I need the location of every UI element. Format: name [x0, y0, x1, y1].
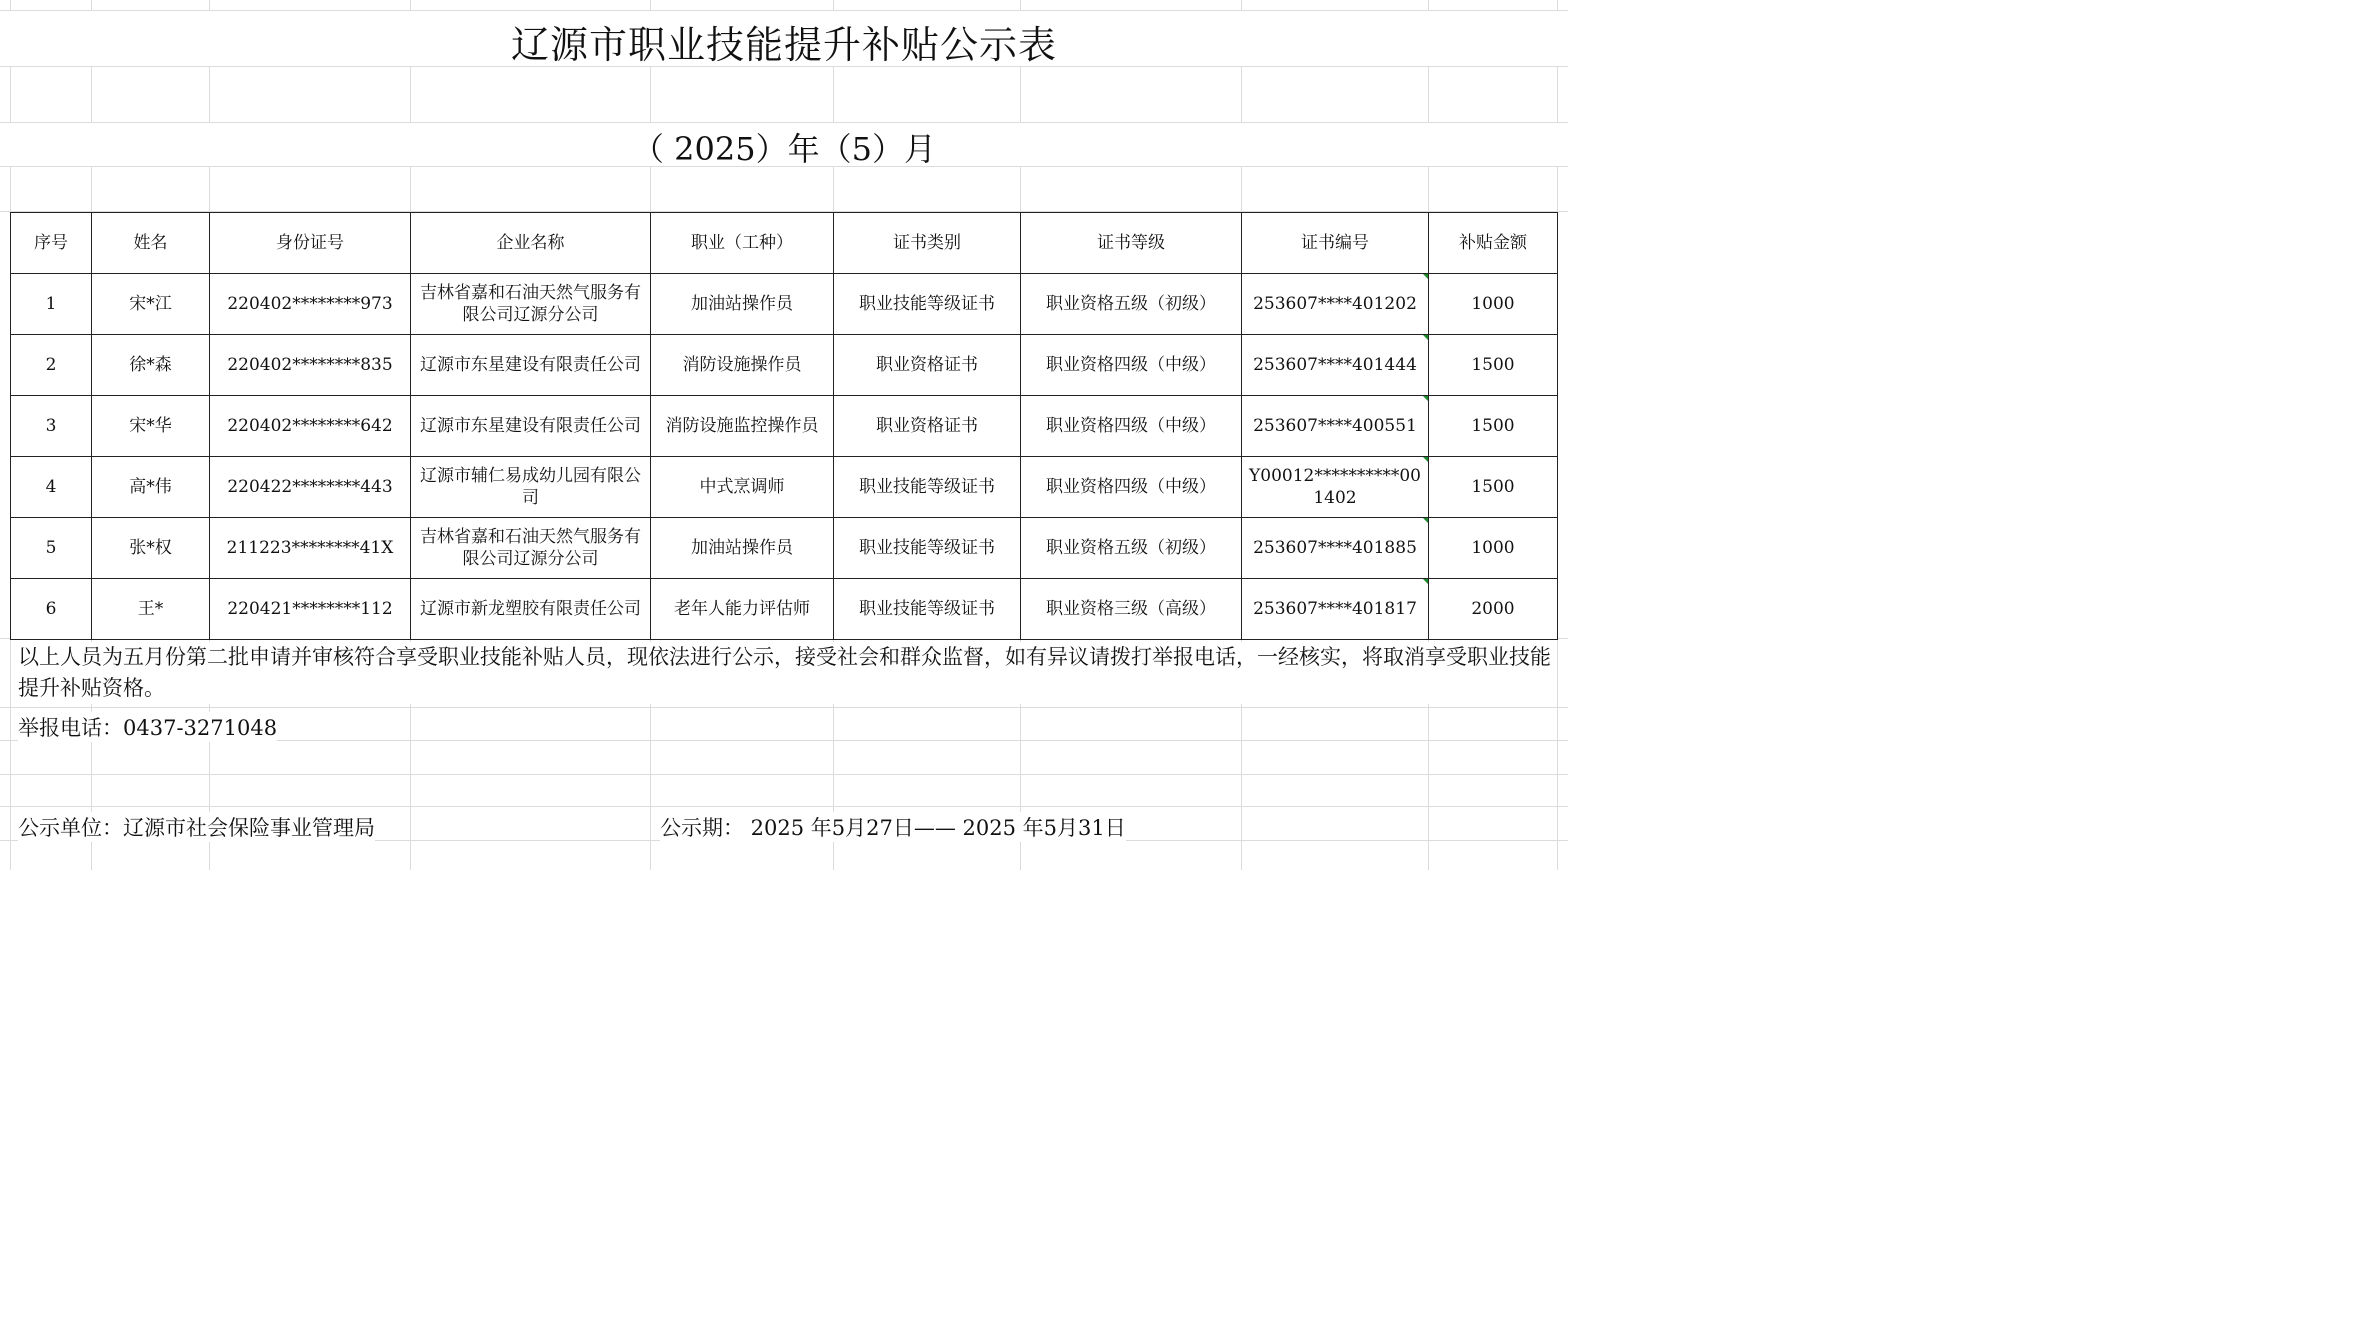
- cell-occupation[interactable]: 老年人能力评估师: [651, 579, 834, 640]
- cell-index[interactable]: 6: [11, 579, 92, 640]
- cell-company[interactable]: 辽源市东星建设有限责任公司: [411, 335, 651, 396]
- table-header-row: [11, 213, 1558, 274]
- cell-amount[interactable]: 1500: [1429, 457, 1558, 518]
- cell-name[interactable]: 张*权: [92, 518, 210, 579]
- cell-amount[interactable]: 1500: [1429, 335, 1558, 396]
- cell-amount[interactable]: 2000: [1429, 579, 1558, 640]
- publication-period: 公示期： 2025 年5月27日—— 2025 年5月31日: [660, 812, 1126, 842]
- gridline: [0, 774, 1568, 775]
- cell-cert-type[interactable]: 职业技能等级证书: [834, 457, 1021, 518]
- cell-company[interactable]: 辽源市东星建设有限责任公司: [411, 396, 651, 457]
- cell-company[interactable]: 吉林省嘉和石油天然气服务有限公司辽源分公司: [411, 518, 651, 579]
- cell-id-number[interactable]: 220422********443: [210, 457, 411, 518]
- gridline: [0, 707, 1568, 708]
- cell-name[interactable]: 宋*华: [92, 396, 210, 457]
- cell-cert-level[interactable]: 职业资格五级（初级）: [1021, 274, 1242, 335]
- page-subtitle: （ 2025）年（5）月: [632, 130, 936, 168]
- cell-id-number[interactable]: 211223********41X: [210, 518, 411, 579]
- table-row: [11, 335, 1558, 396]
- cell-cert-number[interactable]: 253607****400551: [1242, 396, 1429, 457]
- cell-cert-type[interactable]: 职业技能等级证书: [834, 579, 1021, 640]
- cell-name[interactable]: 徐*森: [92, 335, 210, 396]
- page-title: 辽源市职业技能提升补贴公示表: [510, 23, 1057, 67]
- cell-amount[interactable]: 1000: [1429, 274, 1558, 335]
- cell-occupation[interactable]: 加油站操作员: [651, 518, 834, 579]
- cell-index[interactable]: 3: [11, 396, 92, 457]
- gridline: [0, 806, 1568, 807]
- table-row: [11, 396, 1558, 457]
- cell-cert-level[interactable]: 职业资格五级（初级）: [1021, 518, 1242, 579]
- cell-occupation[interactable]: 消防设施监控操作员: [651, 396, 834, 457]
- cell-company[interactable]: 吉林省嘉和石油天然气服务有限公司辽源分公司: [411, 274, 651, 335]
- publishing-unit: 公示单位：辽源市社会保险事业管理局: [18, 812, 375, 842]
- cell-company[interactable]: 辽源市辅仁易成幼儿园有限公司: [411, 457, 651, 518]
- cell-cert-type[interactable]: 职业技能等级证书: [834, 274, 1021, 335]
- cell-occupation[interactable]: 加油站操作员: [651, 274, 834, 335]
- header-cell-name[interactable]: 姓名: [92, 213, 210, 274]
- table-row: [11, 457, 1558, 518]
- notice-text: 以上人员为五月份第二批申请并审核符合享受职业技能补贴人员，现依法进行公示，接受社会和群众监督，如有异议请拨打举报电话，一经核实，将取消享受职业技能提升补贴资格。: [18, 642, 1553, 704]
- header-cell-company[interactable]: 企业名称: [411, 213, 651, 274]
- header-cell-amount[interactable]: 补贴金额: [1429, 213, 1558, 274]
- cell-cert-level[interactable]: 职业资格四级（中级）: [1021, 457, 1242, 518]
- cell-occupation[interactable]: 消防设施操作员: [651, 335, 834, 396]
- cell-cert-number[interactable]: 253607****401885: [1242, 518, 1429, 579]
- header-cell-occupation[interactable]: 职业（工种）: [651, 213, 834, 274]
- cell-cert-type[interactable]: 职业技能等级证书: [834, 518, 1021, 579]
- cell-company[interactable]: 辽源市新龙塑胶有限责任公司: [411, 579, 651, 640]
- cell-id-number[interactable]: 220402********835: [210, 335, 411, 396]
- cell-cert-level[interactable]: 职业资格三级（高级）: [1021, 579, 1242, 640]
- header-cell-index[interactable]: 序号: [11, 213, 92, 274]
- header-cell-cert-type[interactable]: 证书类别: [834, 213, 1021, 274]
- cell-index[interactable]: 4: [11, 457, 92, 518]
- cell-cert-level[interactable]: 职业资格四级（中级）: [1021, 396, 1242, 457]
- table-row: [11, 274, 1558, 335]
- cell-name[interactable]: 高*伟: [92, 457, 210, 518]
- cell-name[interactable]: 王*: [92, 579, 210, 640]
- cell-index[interactable]: 5: [11, 518, 92, 579]
- table-row: [11, 518, 1558, 579]
- report-phone: 举报电话：0437-3271048: [18, 712, 277, 742]
- cell-cert-type[interactable]: 职业资格证书: [834, 396, 1021, 457]
- cell-id-number[interactable]: 220402********973: [210, 274, 411, 335]
- cell-cert-number[interactable]: 253607****401202: [1242, 274, 1429, 335]
- cell-index[interactable]: 2: [11, 335, 92, 396]
- subsidy-table: [10, 212, 1558, 640]
- header-cell-cert-level[interactable]: 证书等级: [1021, 213, 1242, 274]
- table-row: [11, 579, 1558, 640]
- cell-amount[interactable]: 1500: [1429, 396, 1558, 457]
- cell-name[interactable]: 宋*江: [92, 274, 210, 335]
- cell-id-number[interactable]: 220402********642: [210, 396, 411, 457]
- cell-cert-number[interactable]: 253607****401817: [1242, 579, 1429, 640]
- cell-id-number[interactable]: 220421********112: [210, 579, 411, 640]
- cell-cert-number[interactable]: 253607****401444: [1242, 335, 1429, 396]
- cell-cert-type[interactable]: 职业资格证书: [834, 335, 1021, 396]
- header-cell-cert-number[interactable]: 证书编号: [1242, 213, 1429, 274]
- cell-cert-level[interactable]: 职业资格四级（中级）: [1021, 335, 1242, 396]
- cell-index[interactable]: 1: [11, 274, 92, 335]
- cell-amount[interactable]: 1000: [1429, 518, 1558, 579]
- cell-cert-number[interactable]: Y00012**********001402: [1242, 457, 1429, 518]
- header-cell-id-number[interactable]: 身份证号: [210, 213, 411, 274]
- cell-occupation[interactable]: 中式烹调师: [651, 457, 834, 518]
